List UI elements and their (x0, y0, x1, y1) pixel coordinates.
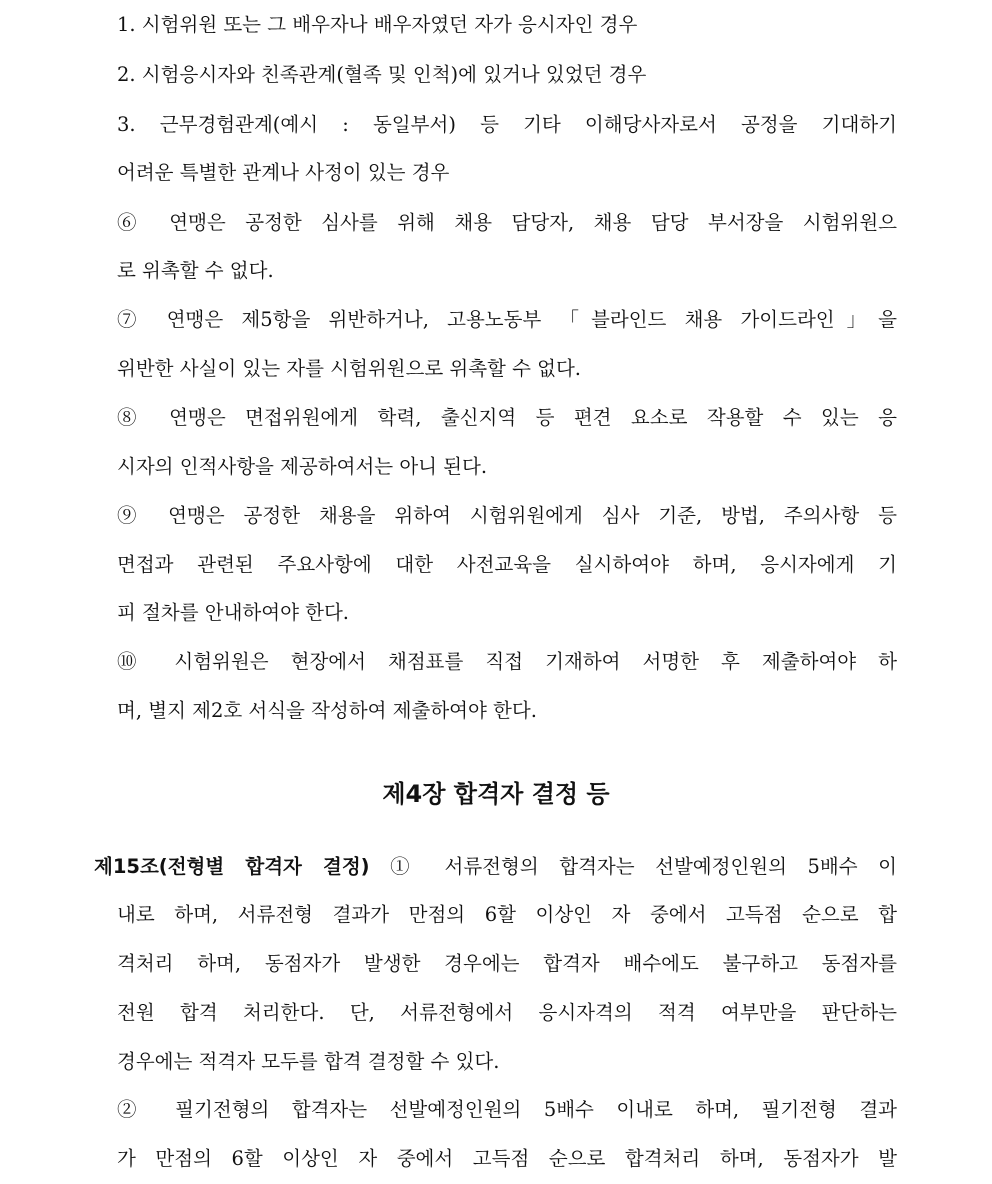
clause-item-2: 2. 시험응시자와 친족관계(혈족 및 인척)에 있거나 있었던 경우 (117, 63, 647, 86)
paragraph-8-line-1: ⑧ 연맹은 면접위원에게 학력, 출신지역 등 편견 요소로 작용할 수 있는 응 (117, 406, 897, 429)
article-15-line-3: 격처리 하며, 동점자가 발생한 경우에는 합격자 배수에도 불구하고 동점자를 (117, 952, 897, 975)
chapter-heading: 제4장 합격자 결정 등 (382, 780, 610, 808)
paragraph-9-line-2: 면접과 관련된 주요사항에 대한 사전교육을 실시하여야 하며, 응시자에게 기 (117, 553, 897, 576)
article-15-line-4: 전원 합격 처리한다. 단, 서류전형에서 응시자격의 적격 여부만을 판단하는 (117, 1001, 897, 1024)
paragraph-7-line-1: ⑦ 연맹은 제5항을 위반하거나, 고용노동부 「블라인드 채용 가이드라인」을 (117, 308, 897, 331)
article-15-line-1 (94, 854, 897, 880)
clause-item-3-line-1: 3. 근무경험관계(예시 : 동일부서) 등 기타 이해당사자로서 공정을 기대하기 (117, 113, 897, 136)
article-15-title: 제15조(전형별 합격자 결정) (94, 855, 370, 878)
paragraph-10-line-1: ⑩ 시험위원은 현장에서 채점표를 직접 기재하여 서명한 후 제출하여야 하 (117, 650, 897, 673)
paragraph-6-line-1: ⑥ 연맹은 공정한 심사를 위해 채용 담당자, 채용 담당 부서장을 시험위원으 (117, 211, 897, 234)
paragraph-10-line-2: 며, 별지 제2호 서식을 작성하여 제출하여야 한다. (117, 699, 537, 722)
article-15-line-5: 경우에는 적격자 모두를 합격 결정할 수 있다. (117, 1050, 500, 1073)
clause-item-1: 1. 시험위원 또는 그 배우자나 배우자였던 자가 응시자인 경우 (117, 13, 638, 36)
article-15-paragraph-1-start: ① 서류전형의 합격자는 선발예정인원의 5배수 이 (369, 855, 897, 878)
article-15-paragraph-2-line-2: 가 만점의 6할 이상인 자 중에서 고득점 순으로 합격처리 하며, 동점자가 발 (117, 1147, 897, 1170)
paragraph-9-line-3: 피 절차를 안내하여야 한다. (117, 601, 350, 624)
clause-item-3-line-2: 어려운 특별한 관계나 사정이 있는 경우 (117, 161, 450, 184)
article-15-line-2: 내로 하며, 서류전형 결과가 만점의 6할 이상인 자 중에서 고득점 순으로 합 (117, 903, 897, 926)
paragraph-7-line-2: 위반한 사실이 있는 자를 시험위원으로 위촉할 수 없다. (117, 357, 582, 380)
paragraph-8-line-2: 시자의 인적사항을 제공하여서는 아니 된다. (117, 455, 488, 478)
article-15-paragraph-2-line-1: ② 필기전형의 합격자는 선발예정인원의 5배수 이내로 하며, 필기전형 결과 (117, 1098, 897, 1121)
paragraph-9-line-1: ⑨ 연맹은 공정한 채용을 위하여 시험위원에게 심사 기준, 방법, 주의사항 등 (117, 504, 897, 527)
paragraph-6-line-2: 로 위촉할 수 없다. (117, 259, 274, 282)
